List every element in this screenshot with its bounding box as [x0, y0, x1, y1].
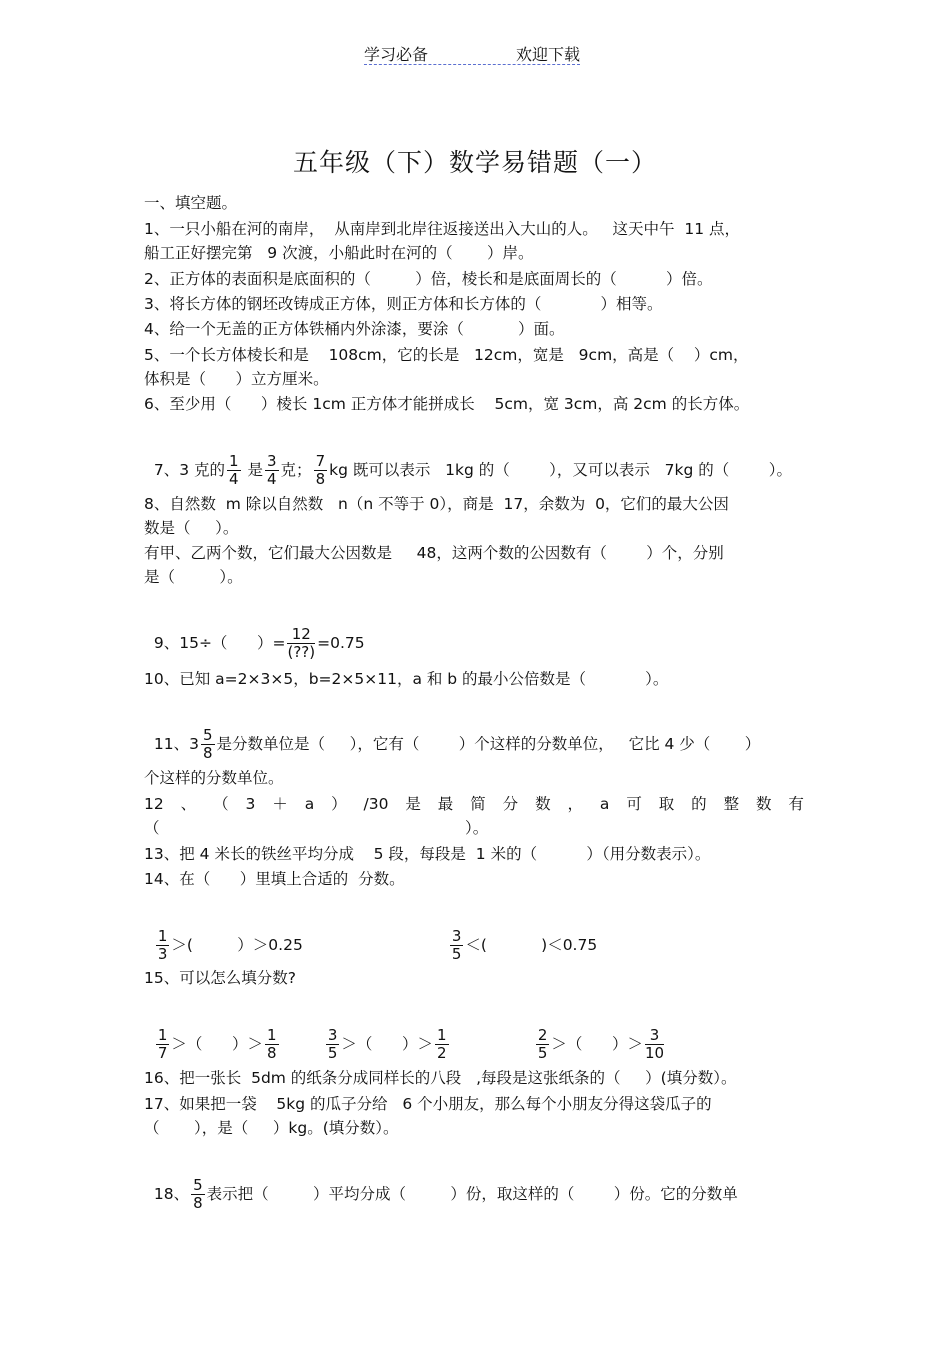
q18: 18、 $\frac{5}{8}$ 表示把（ ）平均分成（ ）份，取这样的（ ）份。它的分数单 — [153, 1176, 738, 1212]
fraction: $\frac{3}{4}$ — [267, 452, 277, 488]
q14-expr-2: $\frac{3}{5}$ ＜( )＜0.75 — [451, 927, 598, 963]
q10: 10、已知 a=2×3×5，b=2×5×11，a 和 b 的最小公倍数是（ ）。 — [144, 670, 669, 688]
q9: 9、15÷（ ）= 12 (??) =0.75 — [153, 625, 365, 661]
fraction: $\frac{5}{8}$ — [202, 726, 213, 762]
q12-token: 简 — [470, 795, 486, 813]
q11-line2: 个这样的分数单位。 — [144, 769, 284, 787]
q12-token: （ — [213, 795, 229, 813]
q1-line2: 船工正好摆完第 9 次渡，小船此时在河的（ ）岸。 — [144, 244, 534, 262]
q12-token: 可 — [626, 795, 642, 813]
q17-line2: （ ），是（ ）kg。(填分数）。 — [144, 1119, 399, 1137]
fraction: $\frac{7}{8}$ — [315, 452, 326, 488]
fraction: $\frac{1}{3}$ — [157, 927, 168, 963]
q8-line3: 有甲、乙两个数，它们最大公因数是 48，这两个数的公因数有（ ）个，分别 — [144, 544, 724, 562]
q12-token: ） — [331, 795, 347, 813]
q12-token: a — [599, 795, 610, 813]
fraction: $\frac{2}{5}$ — [537, 1026, 548, 1062]
q4: 4、给一个无盖的正方体铁桶内外涂漆，要涂（ ）面。 — [144, 320, 565, 338]
q3: 3、将长方体的钢坯改铸成正方体，则正方体和长方体的（ ）相等。 — [144, 295, 663, 313]
q1-line1: 1、一只小船在河的南岸， 从南岸到北岸往返接送出入大山的人。 这天中午 11 点， — [144, 220, 741, 238]
q12-token: 12 — [144, 795, 164, 813]
q12-token: /30 — [363, 795, 389, 813]
q5-line1: 5、一个长方体棱长和是 108cm，它的长是 12cm，宽是 9cm，高是（ ）cm， — [144, 346, 749, 364]
q5-line2: 体积是（ ）立方厘米。 — [144, 370, 329, 388]
q12-token: 是 — [405, 795, 421, 813]
header-right: 欢迎下载 — [515, 45, 580, 64]
fraction: 12 (??) — [287, 625, 316, 661]
q12-token: 整 — [723, 795, 740, 813]
q12-token: ， — [567, 795, 583, 813]
fraction: $\frac{5}{8}$ — [193, 1176, 203, 1212]
page-header — [364, 42, 580, 65]
q12-token: 最 — [437, 795, 454, 813]
fraction: $\frac{1}{2}$ — [436, 1026, 447, 1062]
fraction: $\frac{3}{5}$ — [327, 1026, 338, 1062]
q8-line4: 是（ ）。 — [144, 568, 243, 586]
q8-line1: 8、自然数 m 除以自然数 n（n 不等于 0），商是 17，余数为 0，它们的最大公因 — [144, 495, 729, 513]
q12-token: 、 — [180, 795, 197, 813]
page-title: 五年级（下）数学易错题（一） — [292, 148, 657, 177]
q15-group-1: $\frac{1}{7}$ ＞（ ）＞ $\frac{1}{8}$ — [157, 1026, 277, 1062]
q12-line1 — [144, 794, 804, 814]
section-heading: 一、填空题。 — [144, 194, 238, 212]
q6: 6、至少用（ ）棱长 1cm 正方体才能拼成长 5cm，宽 3cm，高 2cm 的长方体。 — [144, 395, 750, 413]
q7: 7、3 克的 $\frac{1}{4}$ 是 $\frac{3}{4}$ 克； $\frac{7}{8}$ kg 既可以表示 1kg 的（ ），又可以表示 7kg 的（ ）。 — [153, 452, 792, 488]
q12-token: 数 — [756, 795, 772, 813]
q8-line2: 数是（ ）。 — [144, 519, 239, 537]
q12-token: 的 — [691, 795, 707, 813]
q12-token: 取 — [658, 795, 675, 813]
q15: 15、可以怎么填分数? — [144, 969, 296, 987]
q16: 16、把一张长 5dm 的纸条分成同样长的八段 ,每段是这张纸条的（ ）(填分数）。 — [144, 1069, 737, 1087]
q12-token: 分 — [502, 795, 519, 813]
q11: 11、3 $\frac{5}{8}$ 是分数单位是（ ），它有（ ）个这样的分数单位， 它比 4 少（ ） — [153, 726, 761, 762]
fraction: $\frac{3}{10}$ — [644, 1026, 665, 1062]
fraction: $\frac{1}{7}$ — [157, 1026, 168, 1062]
q13: 13、把 4 米长的铁丝平均分成 5 段，每段是 1 米的（ ）（用分数表示）。 — [144, 845, 711, 863]
q15-group-3: $\frac{2}{5}$ ＞（ ）＞ $\frac{3}{10}$ — [537, 1026, 665, 1062]
q12-token: 数 — [535, 795, 551, 813]
q14-expr-1: $\frac{1}{3}$ ＞( ）＞0.25 — [157, 927, 303, 963]
q12-token: a — [304, 795, 315, 813]
q7-text-a: 7、3 克的 — [153, 461, 226, 479]
fraction: $\frac{1}{4}$ — [229, 452, 239, 488]
q17-line1: 17、如果把一袋 5kg 的瓜子分给 6 个小朋友，那么每个小朋友分得这袋瓜子的 — [144, 1095, 712, 1113]
q12-token: 3 — [245, 795, 256, 813]
q14: 14、在（ ）里填上合适的 分数。 — [144, 870, 405, 888]
q12-token: 有 — [788, 795, 804, 813]
q12-token: ＋ — [272, 795, 288, 813]
q2: 2、正方体的表面积是底面积的（ ）倍，棱长和是底面周长的（ ）倍。 — [144, 270, 713, 288]
fraction: $\frac{3}{5}$ — [451, 927, 462, 963]
q12-line2: （ ）。 — [144, 819, 489, 837]
fraction: $\frac{1}{8}$ — [266, 1026, 277, 1062]
header-left: 学习必备 — [364, 45, 429, 64]
q15-group-2: $\frac{3}{5}$ ＞（ ）＞ $\frac{1}{2}$ — [327, 1026, 447, 1062]
